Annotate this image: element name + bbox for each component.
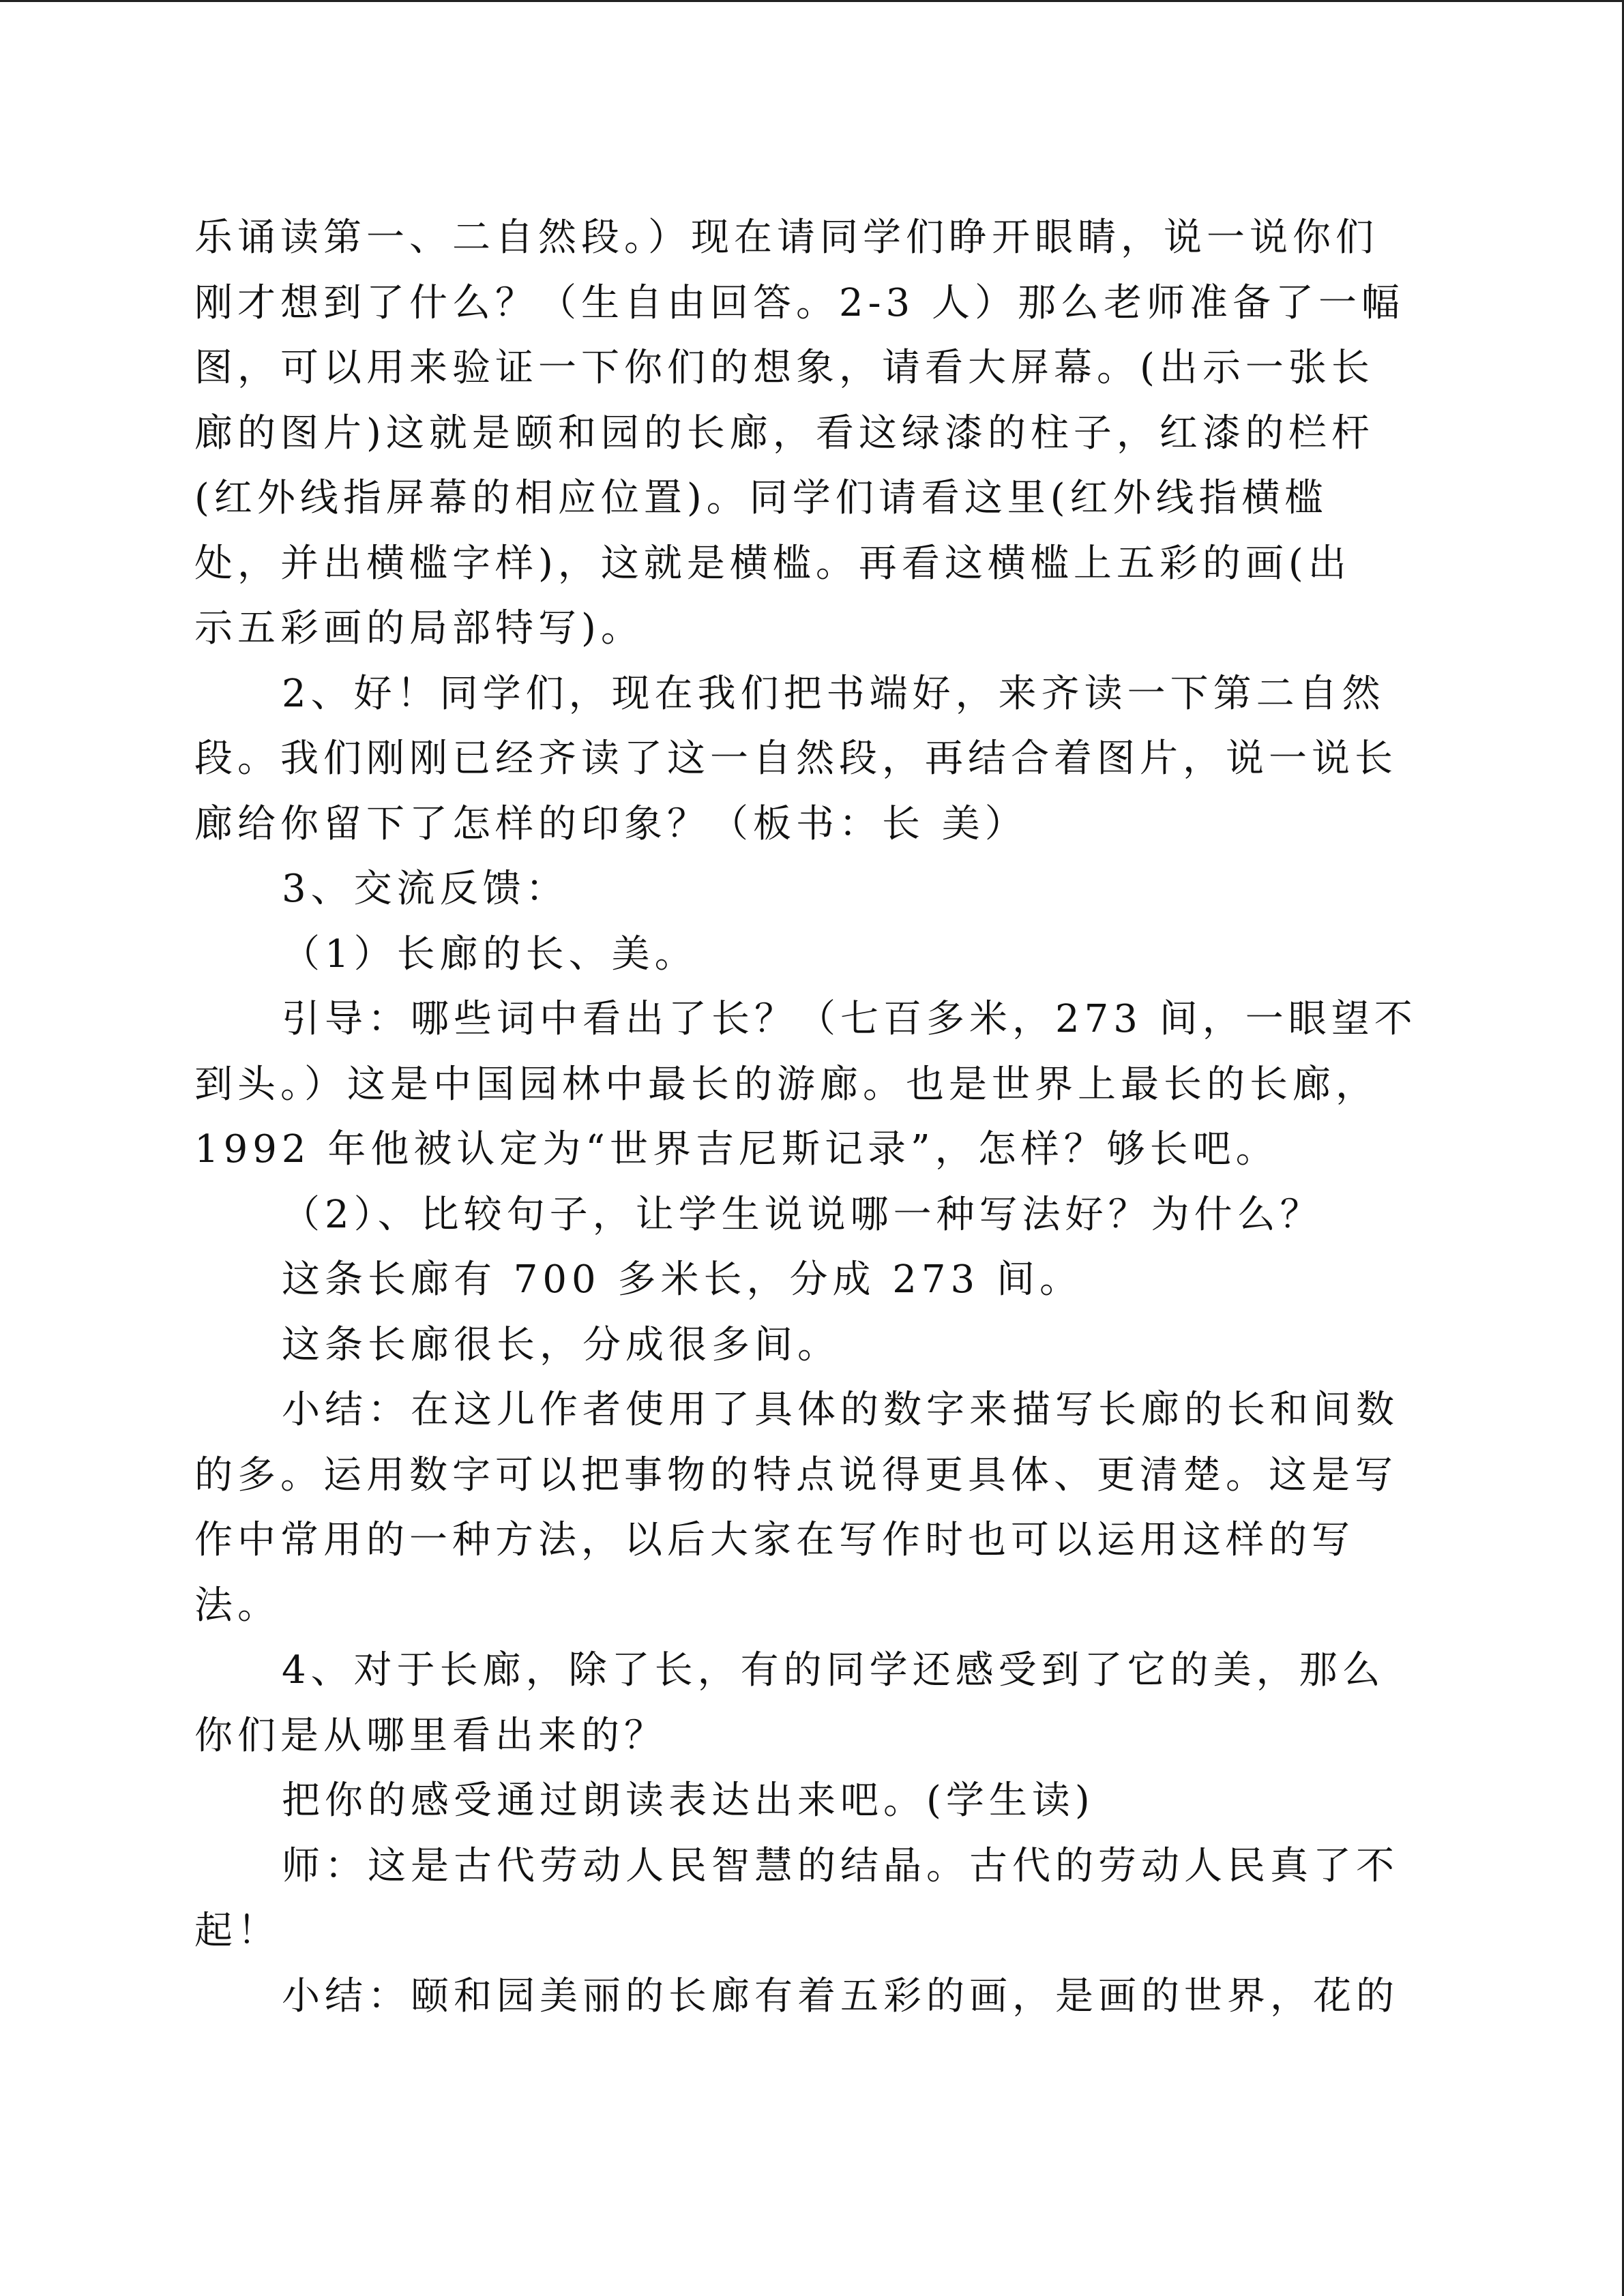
text-line: 小结：在这儿作者使用了具体的数字来描写长廊的长和间数 <box>282 1388 1399 1432</box>
document-body <box>194 205 1422 2029</box>
text-line: 乐诵读第一、二自然段。）现在请同学们睁开眼睛，说一说你们 <box>194 215 1378 260</box>
text-line: 刚才想到了什么？（生自由回答。2-3 人）那么老师准备了一幅 <box>194 280 1404 325</box>
text-line: 3、交流反馈： <box>282 867 569 911</box>
text-line: 这条长廊有 700 多米长，分成 273 间。 <box>282 1257 1082 1302</box>
text-line: 你们是从哪里看出来的？ <box>194 1713 667 1758</box>
text-line: 把你的感受通过朗读表达出来吧。(学生读) <box>282 1778 1095 1823</box>
text-line: 起！ <box>194 1909 280 1953</box>
text-line: 小结：颐和园美丽的长廊有着五彩的画，是画的世界，花的 <box>282 1973 1399 2018</box>
text-line: 4、对于长廊，除了长，有的同学还感受到了它的美，那么 <box>282 1648 1385 1693</box>
text-line: (红外线指屏幕的相应位置)。同学们请看这里(红外线指横槛 <box>194 476 1328 520</box>
text-line: 2、好！同学们，现在我们把书端好，来齐读一下第二自然 <box>282 671 1385 716</box>
text-line: 的多。运用数字可以把事物的特点说得更具体、更清楚。这是写 <box>194 1452 1398 1497</box>
text-line: 这条长廊很长，分成很多间。 <box>282 1322 840 1367</box>
text-line: 段。我们刚刚已经齐读了这一自然段，再结合着图片，说一说长 <box>194 736 1398 781</box>
text-line: 师：这是古代劳动人民智慧的结晶。古代的劳动人民真了不 <box>282 1843 1399 1888</box>
text-line: （2）、比较句子，让学生说说哪一种写法好？为什么？ <box>282 1192 1323 1237</box>
text-line: （1）长廊的长、美。 <box>282 931 698 976</box>
text-line: 廊给你留下了怎样的印象？（板书：长 美） <box>194 801 1028 846</box>
text-line: 图，可以用来验证一下你们的想象，请看大屏幕。(出示一张长 <box>194 346 1374 390</box>
text-line: 作中常用的一种方法，以后大家在写作时也可以运用这样的写 <box>194 1518 1355 1562</box>
text-line: 处，并出横槛字样)，这就是横槛。再看这横槛上五彩的画(出 <box>194 541 1351 586</box>
text-line: 到头。）这是中国园林中最长的游廊。也是世界上最长的长廊， <box>194 1062 1378 1107</box>
text-line: 示五彩画的局部特写)。 <box>194 606 644 651</box>
text-line: 引导：哪些词中看出了长？（七百多米，273 间，一眼望不 <box>282 997 1417 1041</box>
text-line: 1992 年他被认定为“世界吉尼斯记录”，怎样？够长吧。 <box>194 1127 1279 1172</box>
text-line: 廊的图片)这就是颐和园的长廊，看这绿漆的柱子，红漆的栏杆 <box>194 411 1374 456</box>
text-line: 法。 <box>194 1583 280 1628</box>
